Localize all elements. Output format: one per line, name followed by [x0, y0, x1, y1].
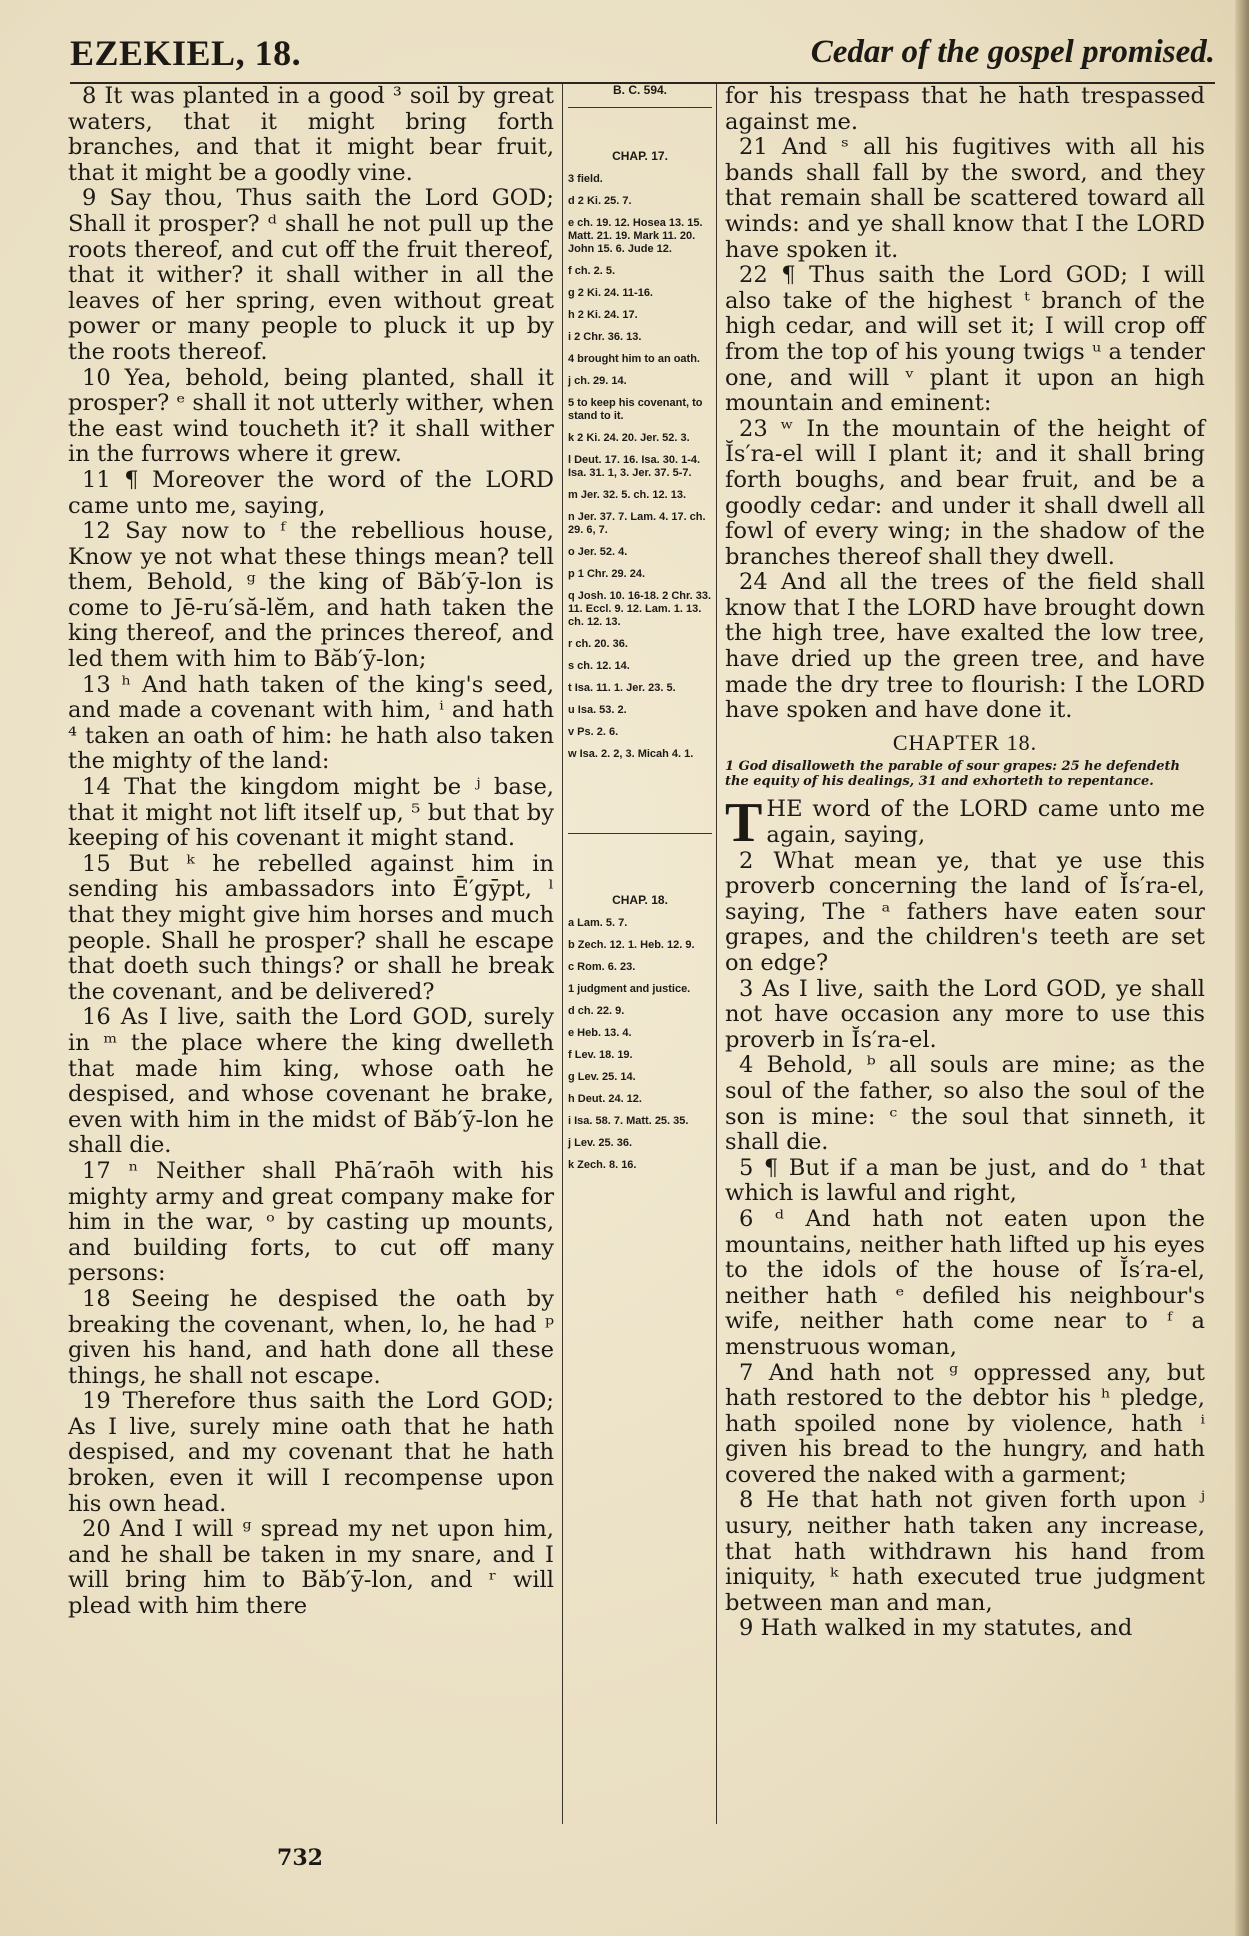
verse-13: 13 ʰ And hath taken of the king's seed, and made a covenant with him, ⁱ and hath ⁴ taken an oath of him: he hath also taken the mighty of the land: — [68, 671, 554, 775]
cross-reference: j Lev. 25. 36. — [568, 1137, 633, 1149]
verse-15: 15 But ᵏ he rebelled against him in sending his ambassadors into Ē′gȳpt, ˡ that they might give him horses and much people. Shall he prosper? shall he escape that doeth such things? or shall he break the covenant, and be delivered? — [68, 850, 554, 1005]
verse-8: 8 He that hath not given forth upon ʲ usury, neither hath taken any increase, that hath withdrawn his hand from iniquity, ᵏ hath executed true judgment between man and man, — [725, 1487, 1205, 1616]
cross-reference: i 2 Chr. 36. 13. — [568, 331, 642, 343]
cross-reference: e Heb. 13. 4. — [568, 1027, 632, 1039]
drop-cap: T — [725, 792, 763, 855]
running-title-book: EZEKIEL, 18. — [70, 33, 302, 73]
cross-reference: 1 judgment and justice. — [568, 983, 691, 995]
verse-3: 3 As I live, saith the Lord GOD, ye shall not have occasion any more to use this proverb in Ĭs′ra-el. — [725, 975, 1205, 1053]
verse-1 — [725, 792, 1205, 855]
chapter-synopsis: 1 God disalloweth the parable of sour grapes: 25 he defendeth the equity of his dealings, 31 and exhorteth to repentance. — [725, 759, 1180, 790]
cross-reference: 3 field. — [568, 173, 603, 185]
center-chapter-18: CHAP. 18. — [612, 893, 668, 907]
verse-21: 21 And ˢ all his fugitives with all his bands shall fall by the sword, and they that remain shall be scattered toward all winds: and ye shall know that I the LORD have spoken it. — [725, 134, 1205, 263]
verse-18: 18 Seeing he despised the oath by breaking the covenant, when, lo, he had ᵖ given his hand, and hath done all these things, he shall not escape. — [68, 1285, 554, 1389]
cross-reference: m Jer. 32. 5. ch. 12. 13. — [568, 489, 687, 501]
cross-reference: v Ps. 2. 6. — [568, 726, 619, 738]
cross-reference: g Lev. 25. 14. — [568, 1071, 636, 1083]
page-edge-shadow — [1235, 0, 1249, 1936]
cross-reference: o Jer. 52. 4. — [568, 546, 628, 558]
verse-14: 14 That the kingdom might be ʲ base, that it might not lift itself up, ⁵ but that by keeping of his covenant it might stand. — [68, 774, 554, 852]
cross-reference: h Deut. 24. 12. — [568, 1093, 642, 1105]
cross-reference: d 2 Ki. 25. 7. — [568, 195, 632, 207]
center-chapter-17: CHAP. 17. — [612, 149, 668, 163]
cross-reference: b Zech. 12. 1. Heb. 12. 9. — [568, 939, 695, 951]
cross-reference: j ch. 29. 14. — [568, 375, 627, 387]
separator — [568, 833, 712, 834]
cross-reference: k Zech. 8. 16. — [568, 1159, 637, 1171]
cross-reference: i Isa. 58. 7. Matt. 25. 35. — [568, 1115, 689, 1127]
verse-9: 9 Hath walked in my statutes, and — [739, 1615, 1133, 1642]
verse-4: 4 Behold, ᵇ all souls are mine; as the soul of the father, so also the soul of the son is mine: ᶜ the soul that sinneth, it shall die. — [725, 1052, 1205, 1156]
cross-reference: k 2 Ki. 24. 20. Jer. 52. 3. — [568, 432, 690, 444]
cross-reference: a Lam. 5. 7. — [568, 917, 628, 929]
cross-reference: c Rom. 6. 23. — [568, 961, 636, 973]
cross-reference: f Lev. 18. 19. — [568, 1049, 633, 1061]
verse-9: 9 Say thou, Thus saith the Lord GOD; Shall it prosper? ᵈ shall he not pull up the roots thereof, and cut off the fruit thereof, that it wither? it shall wither in all the leaves of her spring, even without great power or many people to pluck it up by the roots thereof. — [68, 185, 554, 365]
verse-23: 23 ʷ In the mountain of the height of Ĭs′ra-el will I plant it; and it shall bring forth boughs, and bear fruit, and be a goodly cedar: and under it shall dwell all fowl of every wing; in the shadow of the branches thereof shall they dwell. — [725, 415, 1205, 570]
verse-10: 10 Yea, behold, being planted, shall it prosper? ᵉ shall it not utterly wither, when the east wind toucheth it? it shall wither in the furrows where it grew. — [68, 364, 554, 468]
column-rule-right — [716, 84, 717, 1824]
verse-11: 11 ¶ Moreover the word of the LORD came unto me, saying, — [68, 466, 554, 519]
verse-1-text: HE word of the LORD came unto me again, saying, — [766, 796, 1205, 849]
verse-5: 5 ¶ But if a man be just, and do ¹ that which is lawful and right, — [725, 1154, 1205, 1207]
verse-12: 12 Say now to ᶠ the rebellious house, Know ye not what these things mean? tell them, Behold, ᵍ the king of Băb′ȳ-lon is come to Jē-ru′să-lĕm, and hath taken the king thereof, and the princes thereof, and led them with him to Băb′ȳ-lon; — [68, 518, 554, 673]
page-number: 732 — [277, 1845, 323, 1871]
chapter-heading: CHAPTER 18. — [892, 729, 1038, 755]
cross-reference: u Isa. 53. 2. — [568, 704, 627, 716]
cross-reference: f ch. 2. 5. — [568, 265, 616, 277]
cross-reference: q Josh. 10. 16-18. 2 Chr. 33. 11. Eccl. 9. 12. Lam. 1. 13. ch. 12. 13. — [568, 590, 712, 628]
cross-reference: t Isa. 11. 1. Jer. 23. 5. — [568, 682, 676, 694]
verse-19: 19 Therefore thus saith the Lord GOD; As I live, surely mine oath that he hath despised, and my covenant that he hath broken, even it will I recompense upon his own head. — [68, 1388, 554, 1517]
verse-6: 6 ᵈ And hath not eaten upon the mountains, neither hath lifted up his eyes to the idols of the house of Ĭs′ra-el, neither hath ᵉ defiled his neighbour's wife, neither hath come near to ᶠ a menstruous woman, — [725, 1205, 1205, 1360]
cross-reference: 4 brought him to an oath. — [568, 353, 700, 365]
cross-reference: 5 to keep his covenant, to stand to it. — [568, 397, 703, 422]
cross-reference: s ch. 12. 14. — [568, 660, 630, 672]
cross-reference: e ch. 19. 12. Hosea 13. 15. Matt. 21. 19. Mark 11. 20. John 15. 6. Jude 12. — [568, 217, 703, 255]
verse-2: 2 What mean ye, that ye use this proverb concerning the land of Ĭs′ra-el, saying, The ᵃ fathers have eaten sour grapes, and the children's teeth are set on edge? — [725, 847, 1205, 976]
running-header — [70, 30, 1215, 84]
verse-22: 22 ¶ Thus saith the Lord GOD; I will also take of the highest ᵗ branch of the high cedar, and will set it; I will crop off from the top of his young twigs ᵘ a tender one, and will ᵛ plant it upon an high mountain and eminent: — [725, 262, 1205, 417]
running-title-topic: Cedar of the gospel promised. — [810, 34, 1215, 70]
verse-16: 16 As I live, saith the Lord GOD, surely in ᵐ the place where the king dwelleth that made him king, whose oath he despised, and whose covenant he brake, even with him in the midst of Băb′ȳ-lon he shall die. — [68, 1004, 554, 1159]
verse-7: 7 And hath not ᵍ oppressed any, but hath restored to the debtor his ʰ pledge, hath spoiled none by violence, hath ⁱ given his bread to the hungry, and hath covered the naked with a garment; — [725, 1359, 1205, 1488]
cross-reference: n Jer. 37. 7. Lam. 4. 17. ch. 29. 6, 7. — [568, 511, 706, 536]
cross-reference: w Isa. 2. 2, 3. Micah 4. 1. — [568, 748, 694, 760]
date-label: B. C. 594. — [568, 84, 712, 108]
cross-reference: g 2 Ki. 24. 11-16. — [568, 287, 653, 299]
left-text-column — [68, 84, 554, 1844]
right-text-column — [725, 84, 1205, 1844]
verse-8: 8 It was planted in a good ³ soil by great waters, that it might bring forth branches, and that it might bear fruit, that it might be a goodly vine. — [68, 83, 554, 186]
verse-20: 20 And I will ᵍ spread my net upon him, and he shall be taken in my snare, and I will bring him to Băb′ȳ-lon, and ʳ will plead with him there — [68, 1516, 554, 1620]
cross-reference: r ch. 20. 36. — [568, 638, 628, 650]
column-rule-left — [562, 84, 563, 1824]
cross-reference: h 2 Ki. 24. 17. — [568, 309, 638, 321]
verse-17: 17 ⁿ Neither shall Phā′raōh with his mighty army and great company make for him in the war, ᵒ by casting up mounts, and building forts, to cut off many persons: — [68, 1157, 554, 1287]
verse-24: 24 And all the trees of the field shall know that I the LORD have brought down the high tree, have exalted the low tree, have dried up the green tree, and have made the dry tree to flourish: I the LORD have spoken and have done it. — [725, 569, 1205, 724]
cross-reference-column — [568, 84, 712, 1844]
verse-20-continued: for his trespass that he hath trespassed against me. — [725, 83, 1205, 135]
cross-reference: l Deut. 17. 16. Isa. 30. 1-4. Isa. 31. 1, 3. Jer. 37. 5-7. — [568, 454, 701, 479]
cross-reference: d ch. 22. 9. — [568, 1005, 625, 1017]
cross-reference: p 1 Chr. 29. 24. — [568, 568, 646, 580]
